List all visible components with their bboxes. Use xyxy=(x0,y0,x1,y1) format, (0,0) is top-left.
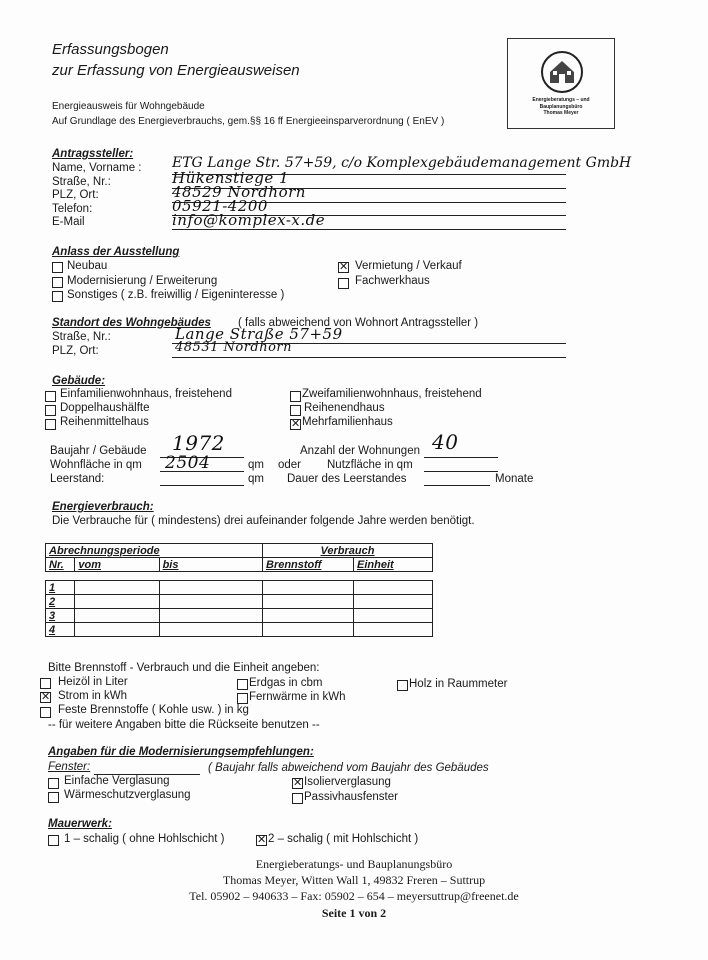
reason-heading: Anlass der Ausstellung xyxy=(52,246,180,258)
checkbox-holz[interactable] xyxy=(397,680,408,691)
cell[interactable] xyxy=(354,623,433,637)
table-row xyxy=(46,595,433,609)
checkbox-fernwaerme[interactable] xyxy=(237,693,248,704)
option-label: Passivhausfenster xyxy=(304,791,398,803)
vacancy-label: Leerstand: xyxy=(50,473,105,485)
street-label: Straße, Nr.: xyxy=(52,176,111,188)
checkbox-strom-checked[interactable]: ✕ xyxy=(41,691,51,703)
cell[interactable] xyxy=(354,581,433,595)
cell[interactable] xyxy=(75,595,159,609)
option-label: Reihenendhaus xyxy=(304,402,385,414)
area-field[interactable]: 2504 xyxy=(165,453,211,473)
cell[interactable] xyxy=(75,581,159,595)
masonry-heading: Mauerwerk: xyxy=(48,818,112,830)
cell[interactable] xyxy=(354,609,433,623)
cell[interactable] xyxy=(159,581,262,595)
option-label: Wärmeschutzverglasung xyxy=(64,789,191,801)
street-field[interactable]: Hükenstiege 1 xyxy=(172,169,290,187)
row-number: 4 xyxy=(46,623,75,637)
option-label: Holz in Raummeter xyxy=(409,678,508,690)
column-header: vom xyxy=(75,558,159,572)
checkbox-vermietung-checked[interactable]: ✕ xyxy=(339,261,349,273)
location-city-field[interactable]: 48531 Nordhorn xyxy=(175,340,293,355)
house-icon xyxy=(541,51,583,93)
checkbox-zweifamilienhaus[interactable] xyxy=(290,391,301,402)
location-street-field[interactable]: Lange Straße 57+59 xyxy=(175,325,343,343)
vacancy-duration-label: Dauer des Leerstandes xyxy=(287,473,407,485)
row-number: 2 xyxy=(46,595,75,609)
option-label: Zweifamilienwohnhaus, freistehend xyxy=(302,388,482,400)
year-field[interactable]: 1972 xyxy=(172,431,225,455)
phone-field[interactable]: 05921-4200 xyxy=(172,197,268,215)
checkbox-modernisierung[interactable] xyxy=(52,277,63,288)
checkbox-einfamilienhaus[interactable] xyxy=(45,391,56,402)
fuel-more-note: -- für weitere Angaben bitte die Rückseite benutzen -- xyxy=(48,719,320,731)
option-label: Fernwärme in kWh xyxy=(249,691,346,703)
modern-heading: Angaben für die Modernisierungsempfehlungen: xyxy=(48,746,314,758)
row-number: 3 xyxy=(46,609,75,623)
qm-unit: qm xyxy=(248,473,264,485)
option-label: Isolierverglasung xyxy=(304,776,391,788)
form-subtitle: zur Erfassung von Energieausweisen xyxy=(52,62,300,79)
column-group-period: Abrechnungsperiode xyxy=(46,544,263,558)
checkbox-waermeschutzverglasung[interactable] xyxy=(48,792,59,803)
consumption-note: Die Verbrauche für ( mindestens) drei aufeinander folgende Jahre werden benötigt. xyxy=(52,515,475,527)
option-label: Heizöl in Liter xyxy=(58,676,128,688)
checkbox-reihenendhaus[interactable] xyxy=(290,405,301,416)
qm-unit: qm xyxy=(248,459,264,471)
footer-address: Thomas Meyer, Witten Wall 1, 49832 Freren – Suttrup xyxy=(222,873,486,887)
footer-contact: Tel. 05902 – 940633 – Fax: 05902 – 654 – meyersuttrup@freenet.de xyxy=(189,889,519,903)
checkbox-zweischalig-checked[interactable]: ✕ xyxy=(257,834,267,846)
email-label: E-Mail xyxy=(52,216,85,228)
option-label: Strom in kWh xyxy=(58,690,128,702)
option-label: Einfache Verglasung xyxy=(64,775,170,787)
applicant-heading: Antragssteller: xyxy=(52,148,134,160)
cell[interactable] xyxy=(263,623,354,637)
checkbox-reihenmittelhaus[interactable] xyxy=(45,419,56,430)
column-header: bis xyxy=(159,558,262,572)
checkbox-einfache-verglasung[interactable] xyxy=(48,778,59,789)
row-number: 1 xyxy=(46,581,75,595)
option-label: Reihenmittelhaus xyxy=(60,416,149,428)
consumption-table xyxy=(45,543,433,637)
certificate-type: Energieausweis für Wohngebäude xyxy=(52,101,205,112)
checkbox-neubau[interactable] xyxy=(52,262,63,273)
email-field[interactable]: info@komplex-x.de xyxy=(172,211,326,229)
cell[interactable] xyxy=(159,623,262,637)
footer-company: Energieberatungs- und Bauplanungsbüro xyxy=(255,857,453,871)
option-label: Modernisierung / Erweiterung xyxy=(67,275,218,287)
column-group-consumption: Verbrauch xyxy=(263,544,433,558)
column-header: Nr. xyxy=(46,558,75,572)
city-label: PLZ, Ort: xyxy=(52,345,99,357)
location-heading: Standort des Wohngebäudes xyxy=(52,317,211,329)
windows-label: Fenster: xyxy=(48,761,91,773)
checkbox-einschalig[interactable] xyxy=(48,835,59,846)
city-field[interactable]: 48529 Nordhorn xyxy=(172,183,306,201)
table-row xyxy=(46,581,433,595)
name-field[interactable]: ETG Lange Str. 57+59, c/o Komplexgebäudemanagement GmbH xyxy=(172,155,632,171)
logo-line: Bauplanungsbüro xyxy=(539,103,583,110)
checkbox-heizoel[interactable] xyxy=(40,678,51,689)
cell[interactable] xyxy=(159,609,262,623)
checkbox-erdgas[interactable] xyxy=(237,679,248,690)
company-logo xyxy=(507,38,615,129)
units-field[interactable]: 40 xyxy=(432,430,459,454)
option-label: Vermietung / Verkauf xyxy=(355,260,462,272)
cell[interactable] xyxy=(263,581,354,595)
or-label: oder xyxy=(278,459,302,471)
cell[interactable] xyxy=(75,623,159,637)
table-row xyxy=(46,609,433,623)
checkbox-passivhausfenster[interactable] xyxy=(292,793,303,804)
checkbox-doppelhaushaelfte[interactable] xyxy=(45,405,56,416)
usable-area-label: Nutzfläche in qm xyxy=(327,459,413,471)
option-label: Sonstiges ( z.B. freiwillig / Eigeninteresse ) xyxy=(67,289,285,301)
building-heading: Gebäude: xyxy=(52,375,106,387)
location-note: ( falls abweichend von Wohnort Antragssteller ) xyxy=(238,317,479,329)
option-label: Neubau xyxy=(67,260,108,272)
column-header: Brennstoff xyxy=(263,558,354,572)
windows-note: ( Baujahr falls abweichend vom Baujahr des Gebäudes xyxy=(208,762,489,774)
city-label: PLZ, Ort: xyxy=(52,189,99,201)
cell[interactable] xyxy=(159,595,262,609)
option-label: Doppelhaushälfte xyxy=(60,402,150,414)
checkbox-isolierverglasung-checked[interactable]: ✕ xyxy=(293,777,303,789)
option-label: Einfamilienwohnhaus, freistehend xyxy=(60,388,232,400)
cell[interactable] xyxy=(75,609,159,623)
option-label: Fachwerkhaus xyxy=(355,275,430,287)
months-label: Monate xyxy=(495,473,534,485)
street-label: Straße, Nr.: xyxy=(52,331,111,343)
option-label: Mehrfamilienhaus xyxy=(302,416,393,428)
option-label: 1 – schalig ( ohne Hohlschicht ) xyxy=(64,833,225,845)
fuel-intro: Bitte Brennstoff - Verbrauch und die Einheit angeben: xyxy=(48,662,320,674)
cell[interactable] xyxy=(263,609,354,623)
checkbox-fachwerkhaus[interactable] xyxy=(338,278,349,289)
cell[interactable] xyxy=(354,595,433,609)
page-number: Seite 1 von 2 xyxy=(321,906,387,920)
checkbox-mehrfamilienhaus-checked[interactable]: ✕ xyxy=(291,418,301,430)
checkbox-sonstiges[interactable] xyxy=(52,291,63,302)
phone-label: Telefon: xyxy=(52,203,93,215)
logo-line: Thomas Meyer xyxy=(543,110,579,116)
units-label: Anzahl der Wohnungen xyxy=(300,445,420,457)
column-header: Einheit xyxy=(354,558,433,572)
area-label: Wohnfläche in qm xyxy=(50,459,142,471)
name-label: Name, Vorname : xyxy=(52,162,142,174)
option-label: 2 – schalig ( mit Hohlschicht ) xyxy=(268,833,419,845)
checkbox-feste-brennstoffe[interactable] xyxy=(40,707,51,718)
option-label: Feste Brennstoffe ( Kohle usw. ) in kg xyxy=(58,704,249,716)
form-title: Erfassungsbogen xyxy=(52,41,169,58)
consumption-heading: Energieverbrauch: xyxy=(52,501,154,513)
logo-line: Energieberatungs – und xyxy=(532,97,590,103)
year-label: Baujahr / Gebäude xyxy=(50,445,147,457)
table-row xyxy=(46,623,433,637)
option-label: Erdgas in cbm xyxy=(249,677,323,689)
cell[interactable] xyxy=(263,595,354,609)
certificate-basis: Auf Grundlage des Energieverbrauchs, gem.§§ 16 ff Energieeinsparverordnung ( EnEV ) xyxy=(52,116,445,127)
